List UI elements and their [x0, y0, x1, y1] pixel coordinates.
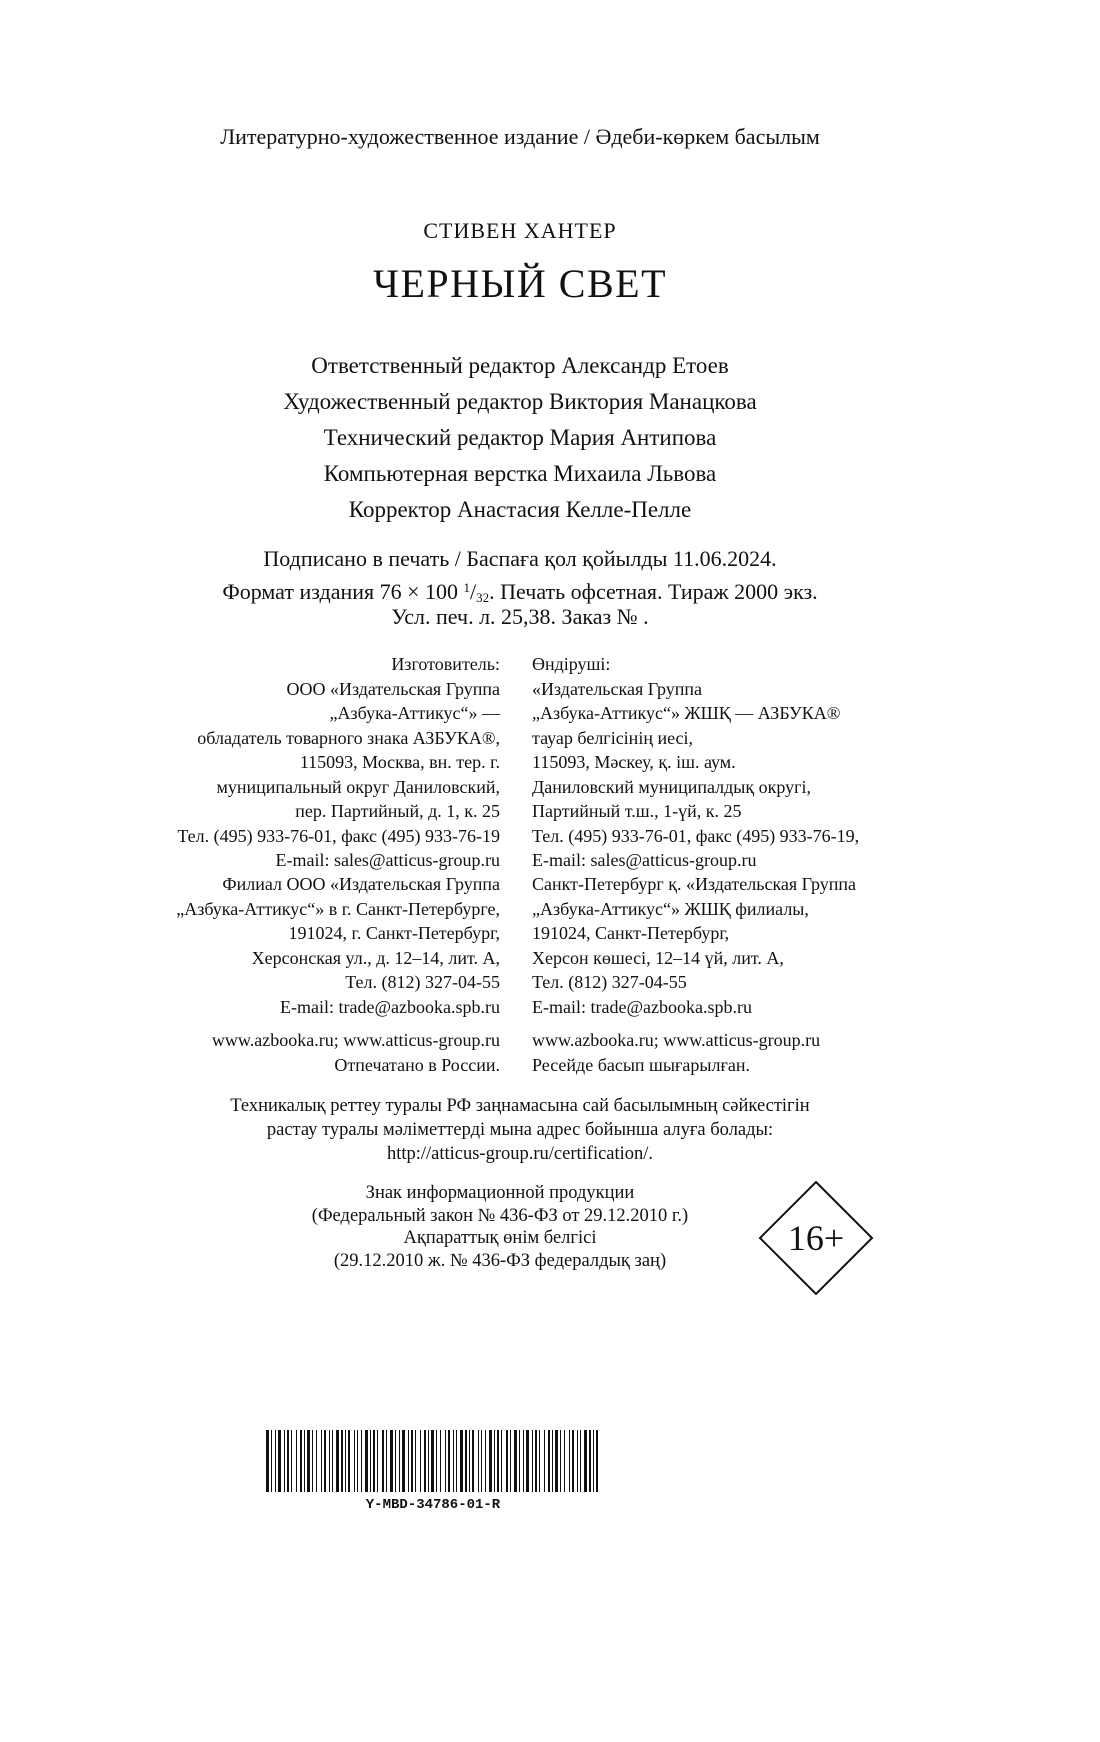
address-line: тауар белгісінің иесі, [532, 727, 694, 748]
barcode-bar [485, 1430, 486, 1492]
cert-line: растау туралы мәліметтерді мына адрес бойынша алуға болады: [266, 1120, 774, 1140]
address-line: „Азбука-Аттикус“» ЖШҚ филиалы, [532, 898, 809, 919]
barcode-bar [399, 1430, 400, 1492]
address-line: «Издательская Группа [532, 678, 703, 699]
barcode-bar [357, 1430, 358, 1492]
barcode-bar [411, 1430, 413, 1492]
address-line: 191024, Санкт-Петербург, [532, 923, 730, 943]
format-den: 32 [476, 590, 490, 605]
barcode-bar [519, 1430, 520, 1492]
barcode-bar [577, 1430, 578, 1492]
address-line: обладатель товарного знака АЗБУКА®, [197, 727, 500, 748]
barcode-bar [361, 1430, 362, 1492]
barcode-bar [494, 1430, 495, 1492]
edition-type: Литературно-художественное издание / Әдеби-көркем басылым [220, 124, 820, 149]
certification-note [0, 1094, 1040, 1166]
barcode-bar [580, 1430, 581, 1492]
barcode-bar [440, 1430, 441, 1492]
barcode-bar [589, 1430, 591, 1492]
staff-line: Корректор Анастасия Келле-Пелле [348, 497, 692, 522]
web-ru [212, 1028, 500, 1077]
barcode-bar [460, 1430, 463, 1492]
barcode-bar [390, 1430, 393, 1492]
address-line: 191024, г. Санкт-Петербург, [288, 923, 500, 943]
editorial-staff [0, 348, 1040, 528]
barcode-bar [555, 1430, 558, 1492]
address-line: Филиал ООО «Издательская Группа [222, 874, 500, 894]
barcode-bar [278, 1430, 281, 1492]
barcode-bar [535, 1430, 537, 1492]
barcode-bar [478, 1430, 479, 1492]
barcode-bar [424, 1430, 426, 1492]
barcode-bar [501, 1430, 502, 1492]
print-info [0, 544, 1040, 631]
staff-line: Технический редактор Мария Антипова [323, 425, 717, 450]
barcode-bar [307, 1430, 310, 1492]
barcode-bar [377, 1430, 378, 1492]
address-line: Херсон көшесі, 12–14 үй, лит. А, [532, 947, 784, 968]
book-title: ЧЕРНЫЙ СВЕТ [372, 261, 668, 306]
barcode-bar [271, 1430, 272, 1492]
barcode-bar [596, 1430, 598, 1492]
format-line [0, 573, 1040, 605]
barcode-bar [316, 1430, 317, 1492]
barcode-bar [386, 1430, 387, 1492]
barcode-bar [465, 1430, 467, 1492]
barcode-bar [329, 1430, 330, 1492]
barcode-bar [593, 1430, 594, 1492]
sign-line: (Федеральный закон № 436-ФЗ от 29.12.2010 г.) [311, 1205, 689, 1226]
barcode-bar [348, 1430, 350, 1492]
address-line: 115093, Мәскеу, қ. іш. аум. [532, 752, 736, 772]
barcode-bar [415, 1430, 416, 1492]
barcode-bar [560, 1430, 561, 1492]
address-line: Тел. (812) 327-04-55 [532, 972, 687, 992]
web-line: www.azbooka.ru; www.atticus-group.ru [211, 1030, 500, 1050]
sign-line: Ақпараттық өнім белгісі [403, 1228, 597, 1248]
barcode-bar [481, 1430, 482, 1492]
manufacturer-ru [177, 652, 500, 873]
address-line: Санкт-Петербург қ. «Издательская Группа [532, 874, 856, 894]
staff-line: Компьютерная верстка Михаила Львова [323, 461, 717, 486]
web-line: www.azbooka.ru; www.atticus-group.ru [532, 1030, 821, 1050]
address-line: Тел. (495) 933-76-01, факс (495) 933-76-19, [532, 825, 860, 846]
barcode-bar [332, 1430, 333, 1492]
barcode-bar [275, 1430, 276, 1492]
address-line: 115093, Москва, вн. тер. г. [299, 752, 500, 772]
address-line: „Азбука-Аттикус“» — [329, 703, 500, 723]
web-line: Ресейде басып шығарылған. [532, 1054, 750, 1075]
barcode-bar [532, 1430, 533, 1492]
barcode [266, 1430, 600, 1492]
barcode-bar [382, 1430, 384, 1492]
barcode-bar [526, 1430, 529, 1492]
barcode-bar [291, 1430, 292, 1492]
barcode-bar [354, 1430, 355, 1492]
barcode-bar [572, 1430, 574, 1492]
barcode-bar [300, 1430, 302, 1492]
barcode-bar [548, 1430, 550, 1492]
order-line: Усл. печ. л. 25,38. Заказ № . [391, 604, 649, 629]
barcode-bar [569, 1430, 570, 1492]
barcode-bar [266, 1430, 269, 1492]
cert-line: Техникалық реттеу туралы РФ заңнамасына сай басылымның сәйкестігін [230, 1096, 810, 1116]
barcode-bar [373, 1430, 375, 1492]
address-line: ООО «Издательская Группа [286, 678, 500, 699]
barcode-bar [510, 1430, 511, 1492]
signed-to-print: Подписано в печать / Баспаға қол қойылды 11.06.2024. [263, 546, 777, 571]
barcode-bar [514, 1430, 517, 1492]
address-line: E-mail: sales@atticus-group.ru [532, 850, 757, 870]
barcode-bar [370, 1430, 371, 1492]
barcode-bar [497, 1430, 499, 1492]
barcode-bar [402, 1430, 405, 1492]
address-line: E-mail: trade@azbooka.spb.ru [532, 996, 752, 1017]
address-line: „Азбука-Аттикус“» в г. Санкт-Петербурге, [176, 898, 500, 919]
barcode-bar [408, 1430, 409, 1492]
barcode-bar [456, 1430, 457, 1492]
barcode-bar [523, 1430, 524, 1492]
barcode-bar [506, 1430, 508, 1492]
staff-line: Художественный редактор Виктория Манацкова [283, 389, 757, 414]
barcode-bar [453, 1430, 454, 1492]
barcode-bar [284, 1430, 285, 1492]
address-line: Тел. (812) 327-04-55 [345, 972, 500, 992]
barcode-bar [321, 1430, 322, 1492]
barcode-bar [324, 1430, 326, 1492]
barcode-bar [431, 1430, 434, 1492]
barcode-bar [489, 1430, 492, 1492]
barcode-bar [584, 1430, 587, 1492]
manufacturer-kz [532, 652, 859, 873]
barcode-bar [564, 1430, 565, 1492]
barcode-bar [304, 1430, 305, 1492]
age-rating: 16+ [787, 1218, 845, 1258]
address-line: Партийный т.ш., 1-үй, к. 25 [532, 801, 742, 821]
address-line: „Азбука-Аттикус“» ЖШҚ — АЗБУКА® [532, 703, 841, 723]
address-line: пер. Партийный, д. 1, к. 25 [295, 801, 500, 821]
barcode-bar [345, 1430, 346, 1492]
barcode-bar [296, 1430, 297, 1492]
cert-url: http://atticus-group.ru/certification/. [386, 1144, 654, 1164]
address-line: E-mail: trade@azbooka.spb.ru [280, 996, 500, 1017]
address-line: Херсонская ул., д. 12–14, лит. А, [251, 947, 500, 968]
sign-line: Знак информационной продукции [365, 1183, 635, 1203]
barcode-bar [436, 1430, 437, 1492]
web-line: Отпечатано в России. [334, 1054, 500, 1075]
barcode-bar [287, 1430, 289, 1492]
barcode-bar [420, 1430, 421, 1492]
barcode-bar [428, 1430, 429, 1492]
web-kz [532, 1028, 820, 1077]
barcode-bar [544, 1430, 545, 1492]
barcode-text: Y-MBD-34786-01-R [365, 1497, 501, 1513]
address-line: Тел. (495) 933-76-01, факс (495) 933-76-19 [177, 825, 500, 846]
barcode-bar [365, 1430, 368, 1492]
format-num: 1 [463, 580, 471, 595]
barcode-bar [395, 1430, 396, 1492]
book-author: СТИВЕН ХАНТЕР [423, 218, 617, 243]
format-sep: / [470, 579, 477, 604]
barcode-bar [445, 1430, 446, 1492]
barcode-bar [341, 1430, 343, 1492]
barcode-bar [336, 1430, 339, 1492]
barcode-bar [552, 1430, 553, 1492]
barcode-bar [312, 1430, 313, 1492]
format-suffix: . Печать офсетная. Тираж 2000 экз. [489, 579, 818, 604]
barcode-bar [469, 1430, 470, 1492]
address-line: E-mail: sales@atticus-group.ru [275, 850, 500, 870]
address-line: муниципальный округ Даниловский, [216, 776, 500, 797]
format-prefix: Формат издания 76 × 100 [222, 579, 464, 604]
barcode-bar [472, 1430, 474, 1492]
barcode-bar [448, 1430, 450, 1492]
branch-kz [532, 872, 856, 1019]
age-rating-badge [758, 1180, 874, 1296]
info-product-sign [220, 1182, 780, 1272]
staff-line: Ответственный редактор Александр Етоев [311, 353, 729, 378]
address-line: Өндіруші: [532, 654, 611, 674]
address-line: Даниловский муниципалдық округі, [532, 776, 811, 797]
sign-line: (29.12.2010 ж. № 436-ФЗ федералдық заң) [333, 1250, 667, 1271]
barcode-bar [539, 1430, 540, 1492]
branch-ru [176, 872, 500, 1019]
address-line: Изготовитель: [391, 654, 500, 674]
